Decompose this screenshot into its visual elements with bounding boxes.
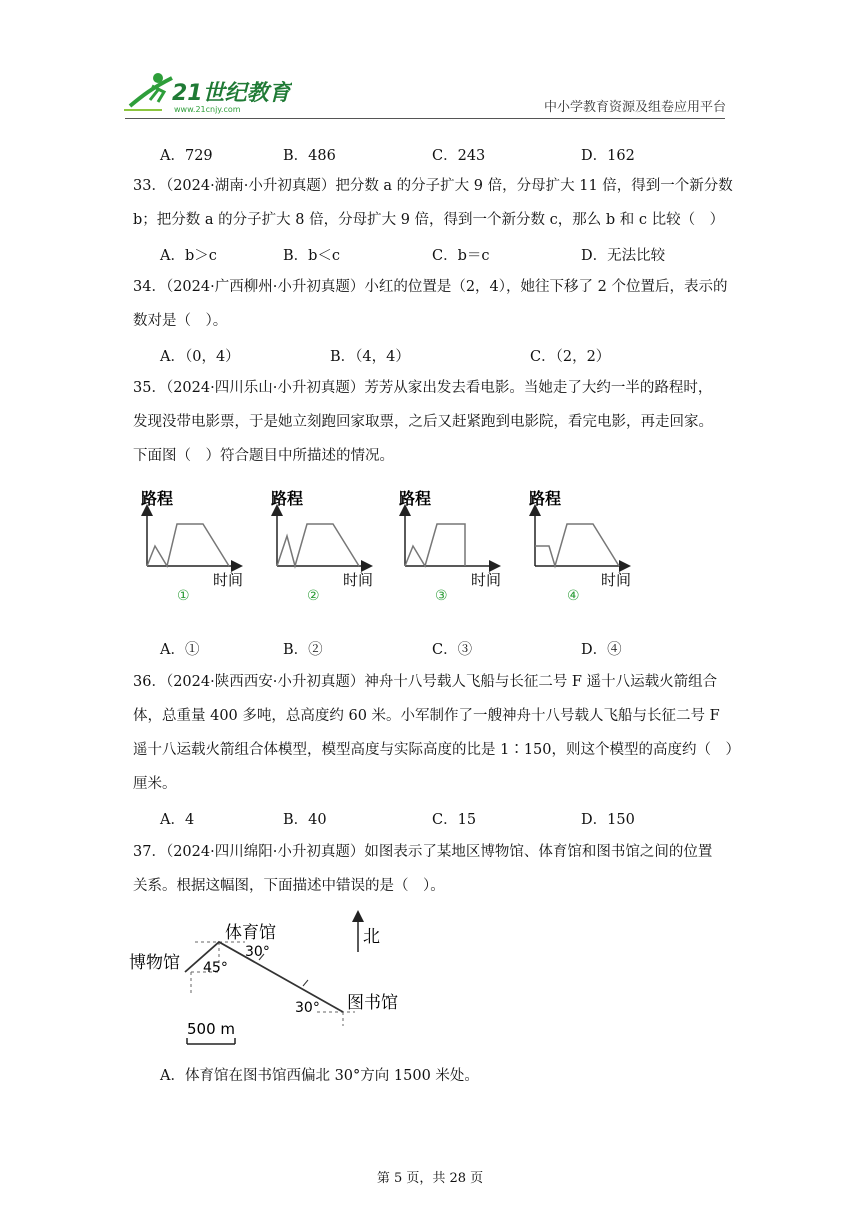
graph-mark-4: ④ xyxy=(567,588,580,604)
q35-option-a[interactable]: A．① xyxy=(160,642,200,658)
svg-text:www.21cnjy.com: www.21cnjy.com xyxy=(174,105,241,114)
svg-text:路程: 路程 xyxy=(271,489,304,508)
svg-text:路程: 路程 xyxy=(141,489,174,508)
q32-option-d[interactable]: D．162 xyxy=(581,148,635,164)
q35-option-d[interactable]: D．④ xyxy=(581,642,622,658)
stadium-label: 体育馆 xyxy=(225,923,276,943)
q35-text-line1: 35．（2024·四川乐山·小升初真题）芳芳从家出发去看电影。当她走了大约一半的路程时， xyxy=(133,380,713,396)
q36-option-d[interactable]: D．150 xyxy=(581,812,635,828)
q33-option-a[interactable]: A．b＞c xyxy=(160,248,217,264)
svg-text:时间: 时间 xyxy=(601,571,632,589)
q35-option-c[interactable]: C．③ xyxy=(432,642,473,658)
q33-text-line2: b；把分数 a 的分子扩大 8 倍，分母扩大 9 倍，得到一个新分数 c，那么 b 和 c 比较（ ） xyxy=(133,212,725,228)
angle-museum: 45° xyxy=(203,960,228,976)
angle-stadium: 30° xyxy=(245,944,270,960)
q35-text-line3: 下面图（ ）符合题目中所描述的情况。 xyxy=(133,448,394,464)
q35-text-line2: 发现没带电影票，于是她立刻跑回家取票，之后又赶紧跑到电影院，看完电影，再走回家。 xyxy=(133,414,713,430)
q33-option-c[interactable]: C．b＝c xyxy=(432,248,490,264)
header-divider xyxy=(125,118,725,119)
q36-option-c[interactable]: C．15 xyxy=(432,812,477,828)
graph-mark-3: ③ xyxy=(435,588,448,604)
page-number: 第 5 页，共 28 页 xyxy=(376,1171,484,1186)
graph-3[interactable] xyxy=(399,489,501,604)
svg-text:时间: 时间 xyxy=(471,571,502,589)
q37-text-line2: 关系。根据这幅图，下面描述中错误的是（ ）。 xyxy=(133,878,445,894)
q34-option-b[interactable]: B．（4，4） xyxy=(330,349,410,365)
svg-text:时间: 时间 xyxy=(343,571,374,589)
svg-text:路程: 路程 xyxy=(399,489,432,508)
q36-option-a[interactable]: A．4 xyxy=(160,812,195,828)
q36-text-line4: 厘米。 xyxy=(133,776,177,792)
svg-text:21世纪教育: 21世纪教育 xyxy=(172,81,291,106)
q37-map-diagram xyxy=(125,906,425,1056)
q37-option-a[interactable]: A．体育馆在图书馆西偏北 30°方向 1500 米处。 xyxy=(160,1068,479,1084)
q32-option-a[interactable]: A．729 xyxy=(160,148,213,164)
museum-label: 博物馆 xyxy=(129,953,180,973)
scale-label: 500 m xyxy=(187,1020,236,1038)
q34-option-c[interactable]: C．（2，2） xyxy=(530,349,611,365)
graph-mark-1: ① xyxy=(177,588,190,604)
q33-option-b[interactable]: B．b＜c xyxy=(283,248,341,264)
svg-text:路程: 路程 xyxy=(529,489,562,508)
north-label: 北 xyxy=(363,927,380,947)
q37-text-line1: 37．（2024·四川绵阳·小升初真题）如图表示了某地区博物馆、体育馆和图书馆之间的位置 xyxy=(133,844,713,860)
q32-option-b[interactable]: B．486 xyxy=(283,148,336,164)
graph-1[interactable] xyxy=(141,489,243,604)
library-label: 图书馆 xyxy=(347,993,398,1013)
q33-option-d[interactable]: D．无法比较 xyxy=(581,248,666,264)
platform-name: 中小学教育资源及组卷应用平台 xyxy=(543,100,726,115)
graph-4[interactable] xyxy=(529,489,631,604)
q36-text-line3: 遥十八运载火箭组合体模型，模型高度与实际高度的比是 1∶150，则这个模型的高度约（ ） xyxy=(133,742,741,758)
q36-text-line2: 体，总重量 400 多吨，总高度约 60 米。小军制作了一艘神舟十八号载人飞船与长征二号 F xyxy=(133,708,720,724)
q35-option-b[interactable]: B．② xyxy=(283,642,323,658)
q32-option-c[interactable]: C．243 xyxy=(432,148,486,164)
site-logo xyxy=(122,66,292,118)
graph-2[interactable] xyxy=(271,489,373,604)
q35-graphs xyxy=(125,482,645,632)
q34-text-line2: 数对是（ ）。 xyxy=(133,313,228,329)
q33-text-line1: 33．（2024·湖南·小升初真题）把分数 a 的分子扩大 9 倍，分母扩大 11 倍，得到一个新分数 xyxy=(133,178,733,194)
angle-library: 30° xyxy=(295,1000,320,1016)
q36-text-line1: 36．（2024·陕西西安·小升初真题）神舟十八号载人飞船与长征二号 F 遥十八运载火箭组合 xyxy=(133,674,718,690)
graph-mark-2: ② xyxy=(307,588,320,604)
q34-option-a[interactable]: A．（0，4） xyxy=(160,349,240,365)
svg-text:时间: 时间 xyxy=(213,571,244,589)
q34-text-line1: 34．（2024·广西柳州·小升初真题）小红的位置是（2，4），她往下移了 2 个位置后，表示的 xyxy=(133,279,728,295)
q36-option-b[interactable]: B．40 xyxy=(283,812,327,828)
